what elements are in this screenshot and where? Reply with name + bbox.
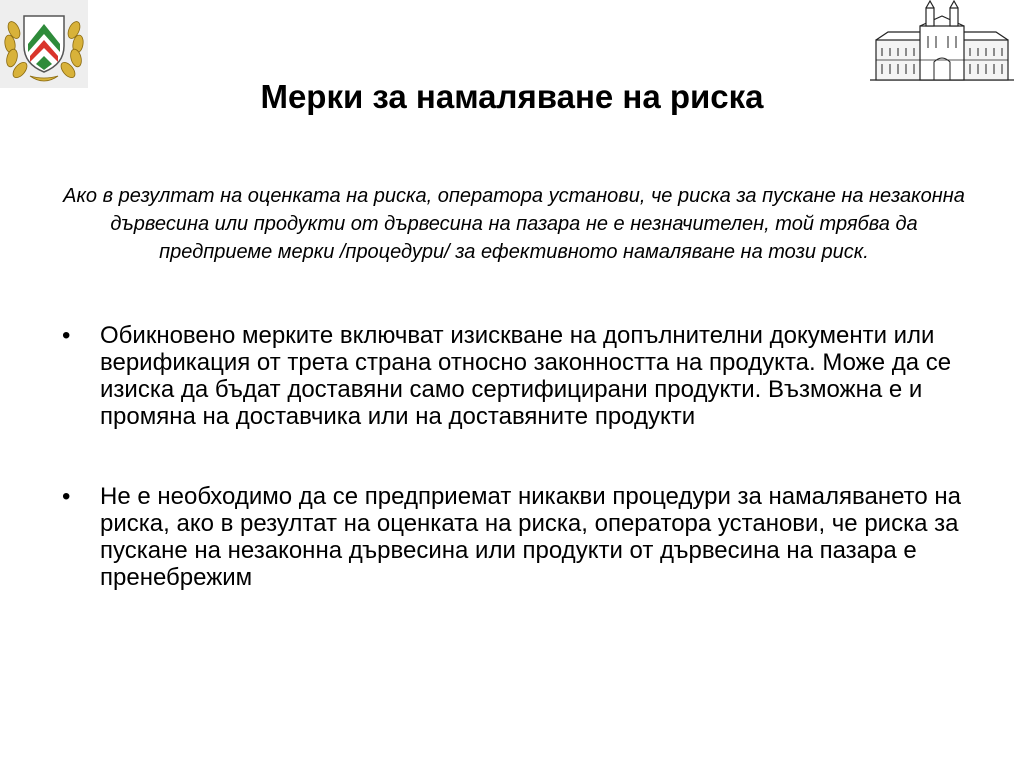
bullet-text: Обикновено мерките включват изискване на допълнителни документи или верификация от трета страна относно законността на продукта. Може да се изиска да бъдат доставяни само сертифицирани продукти. Възможна е и промяна на доставчика или на доставяните продукти — [100, 322, 952, 430]
forestry-emblem-icon — [0, 0, 88, 88]
intro-paragraph: Ако в резултат на оценката на риска, оператора установи, че риска за пускане на незаконна дървесина или продукти от дървесина на пазара не е незначителен, той трябва да предприеме мерки /процедури/ за ефективното намаляване на този риск. — [63, 185, 965, 263]
bullet-item — [0, 322, 1024, 430]
bullet-marker: • — [62, 483, 71, 510]
bullet-list — [0, 322, 1024, 591]
bullet-item — [0, 483, 1024, 591]
bullet-marker: • — [62, 322, 71, 349]
bullet-text: Не е необходимо да се предприемат никакви процедури за намаляването на риска, ако в резултат на оценката на риска, оператора установи, че риска за пускане на незаконна дървесина или продукти от дървесина на пазара е пренебрежим — [100, 483, 961, 591]
university-building-icon — [868, 0, 1016, 86]
slide-title: Мерки за намаляване на риска — [260, 78, 764, 115]
